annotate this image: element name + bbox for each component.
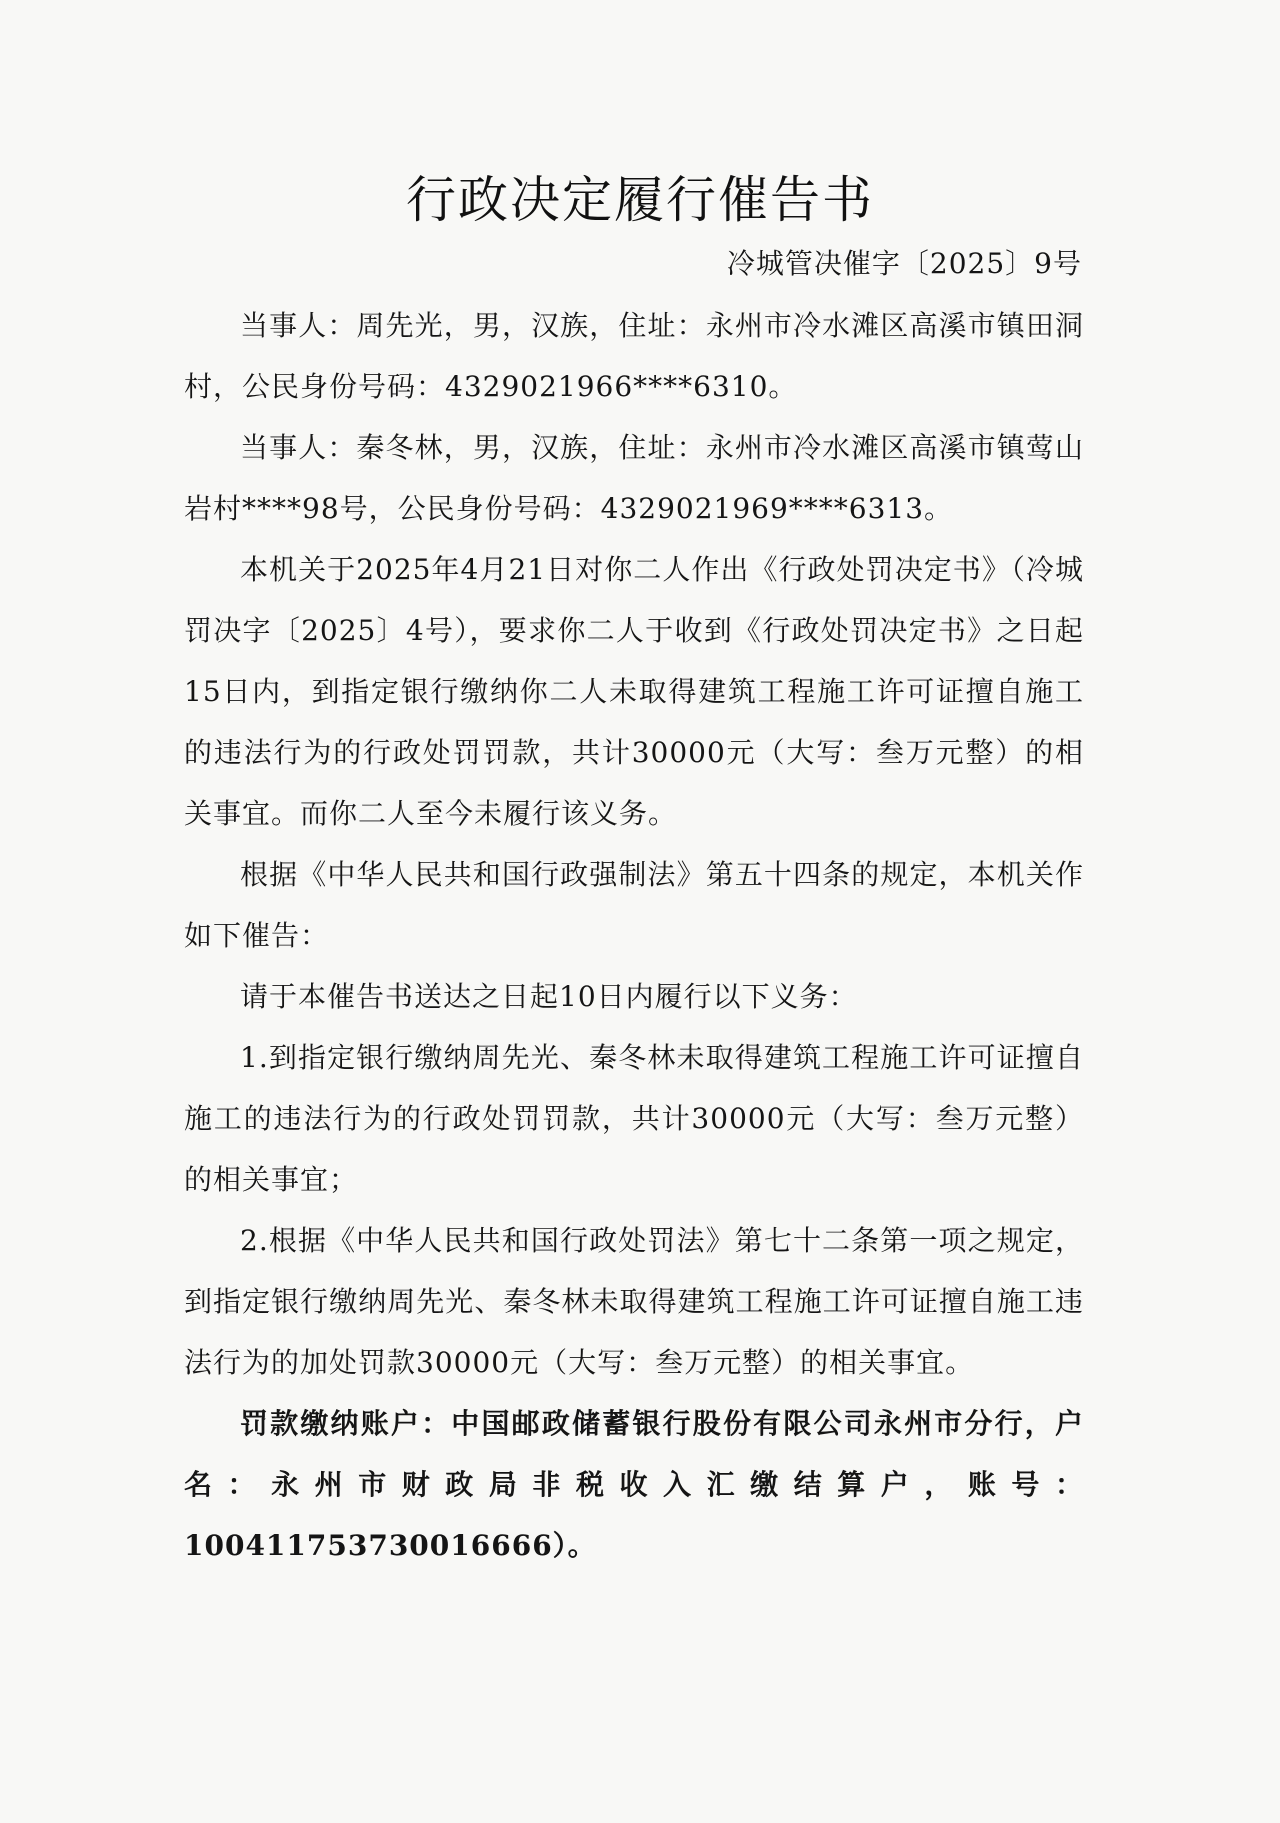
document-body: [184, 295, 1084, 1576]
payment-account-paragraph: 罚款缴纳账户：中国邮政储蓄银行股份有限公司永州市分行，户名：永州市财政局非税收入汇缴结算户，账号：100411753730016666）。: [184, 1407, 1084, 1562]
background-paragraph: 本机关于2025年4月21日对你二人作出《行政处罚决定书》（冷城罚决字〔2025〕4号），要求你二人于收到《行政处罚决定书》之日起15日内，到指定银行缴纳你二人未取得建筑工程施工许可证擅自施工的违法行为的行政处罚罚款，共计30000元（大写：叁万元整）的相关事宜。而你二人至今未履行该义务。: [184, 553, 1084, 830]
obligation-1-paragraph: 1.到指定银行缴纳周先光、秦冬林未取得建筑工程施工许可证擅自施工的违法行为的行政处罚罚款，共计30000元（大写：叁万元整）的相关事宜；: [184, 1041, 1084, 1196]
legal-basis-paragraph: 根据《中华人民共和国行政强制法》第五十四条的规定，本机关作如下催告：: [184, 858, 1084, 952]
document-number: 冷城管决催字〔2025〕9号: [726, 247, 1082, 280]
document-title: 行政决定履行催告书: [406, 171, 874, 229]
party-2-paragraph: 当事人：秦冬林，男，汉族，住址：永州市冷水滩区高溪市镇莺山岩村****98号，公民身份号码：4329021969****6313。: [184, 431, 1084, 525]
obligation-2-paragraph: 2.根据《中华人民共和国行政处罚法》第七十二条第一项之规定，到指定银行缴纳周先光、秦冬林未取得建筑工程施工许可证擅自施工违法行为的加处罚款30000元（大写：叁万元整）的相关事宜。: [184, 1224, 1084, 1379]
deadline-paragraph: 请于本催告书送达之日起10日内履行以下义务：: [240, 980, 858, 1013]
party-1-paragraph: 当事人：周先光，男，汉族，住址：永州市冷水滩区高溪市镇田洞村，公民身份号码：4329021966****6310。: [184, 309, 1084, 403]
